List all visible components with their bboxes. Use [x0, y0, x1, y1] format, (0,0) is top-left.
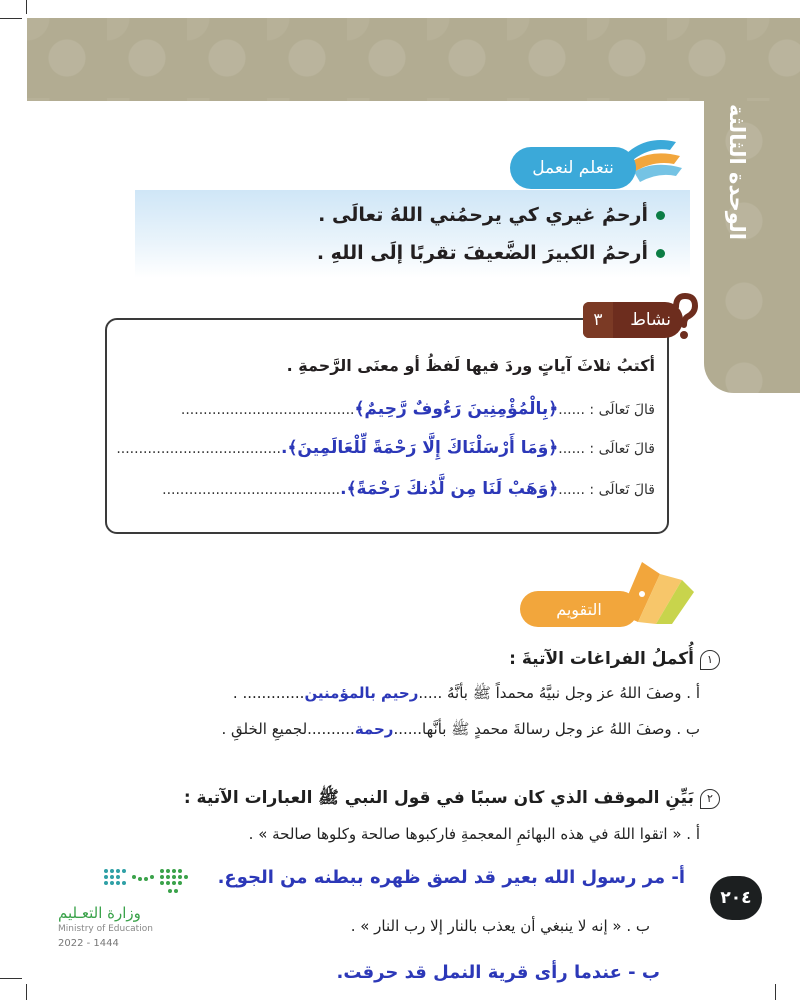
question-number-badge: ٢	[700, 789, 720, 809]
question-1-a: أ . وصفَ اللهُ عز وجل نبيَّهُ محمداً ﷺ بأنَّهُ .....رحيم بالمؤمنين............. .	[232, 684, 700, 702]
ministry-logo-icon	[100, 865, 190, 899]
top-banner	[27, 18, 800, 101]
activity-line: قالَ تَعالَى : ......﴿وَمَا أَرْسَلْنَاكَ إِلَّا رَحْمَةً لِّلْعَالَمِينَ﴾......................................	[116, 438, 655, 458]
ministry-name-arabic: وزارة التعـليم	[58, 904, 141, 922]
question-2-a: أ . « اتقوا اللهَ في هذه البهائمِ المعجمةِ فاركبوها صالحة وكلوها صالحة » .	[248, 825, 700, 843]
answer-text: ب - عندما رأى قرية النمل قد حرقت.	[336, 962, 660, 983]
question-1-heading: ١أُكملُ الفراغات الآتيةَ :	[80, 649, 720, 670]
activity-instruction: أكتبُ ثلاثَ آياتٍ وردَ فيها لَفظُ أو معنَى الرَّحمةِ .	[286, 356, 655, 375]
activity-frame	[105, 318, 669, 534]
evaluation-title-pill: التقويم	[520, 591, 638, 627]
activity-tag: نشاط	[583, 302, 683, 338]
crop-mark	[0, 978, 22, 979]
question-2-heading: ٢بَيِّنِ الموقف الذي كان سببًا في قول النبي ﷺ العبارات الآتية :	[60, 787, 720, 812]
bullet-icon	[656, 249, 665, 258]
unit-label: الوحدة الثالثة	[725, 104, 749, 240]
page-number-badge: ٢٠٤	[710, 876, 762, 920]
ministry-name-english: Ministry of Education	[58, 924, 153, 934]
bullet-icon	[656, 211, 665, 220]
crop-mark	[26, 984, 27, 1000]
learn-title-pill: نتعلم لنعمل	[510, 147, 636, 189]
activity-number: ٣	[583, 302, 613, 338]
answer-text: رحيم بالمؤمنين	[304, 684, 419, 702]
answer-text: رحمة	[354, 720, 394, 738]
crop-mark	[0, 18, 22, 19]
learn-item: أرحمُ الكبيرَ الضَّعيفَ تقربًا إلَى اللهِ .	[185, 242, 665, 264]
question-mark-icon	[672, 293, 698, 343]
question-number-badge: ١	[700, 650, 720, 670]
question-1-b: ب . وصفَ اللهُ عز وجل رسالةَ محمدٍ ﷺ بأنَّها......رحمة..........لجميعِ الخلقِ .	[221, 720, 700, 738]
ministry-year: 2022 - 1444	[58, 938, 119, 949]
answer-text: أ- مر رسول الله بعير قد لصق ظهره ببطنه من الجوع.	[217, 867, 685, 888]
crop-mark	[775, 984, 776, 1000]
activity-line: قالَ تَعالَى : ......﴿وَهَبْ لَنَا مِن لَّدُنكَ رَحْمَةً﴾.........................................	[162, 479, 655, 499]
activity-line: قالَ تَعالَى : ......﴿بِالْمُؤْمِنِينَ رَءُوفٌ رَّحِيمٌ﴾.......................................	[180, 399, 655, 419]
crop-mark	[26, 0, 27, 14]
learn-item: أرحمُ غيري كي يرحمُني اللهُ تعالَى .	[185, 204, 665, 226]
question-2-b: ب . « إنه لا ينبغي أن يعذب بالنار إلا رب النار » .	[350, 917, 650, 935]
